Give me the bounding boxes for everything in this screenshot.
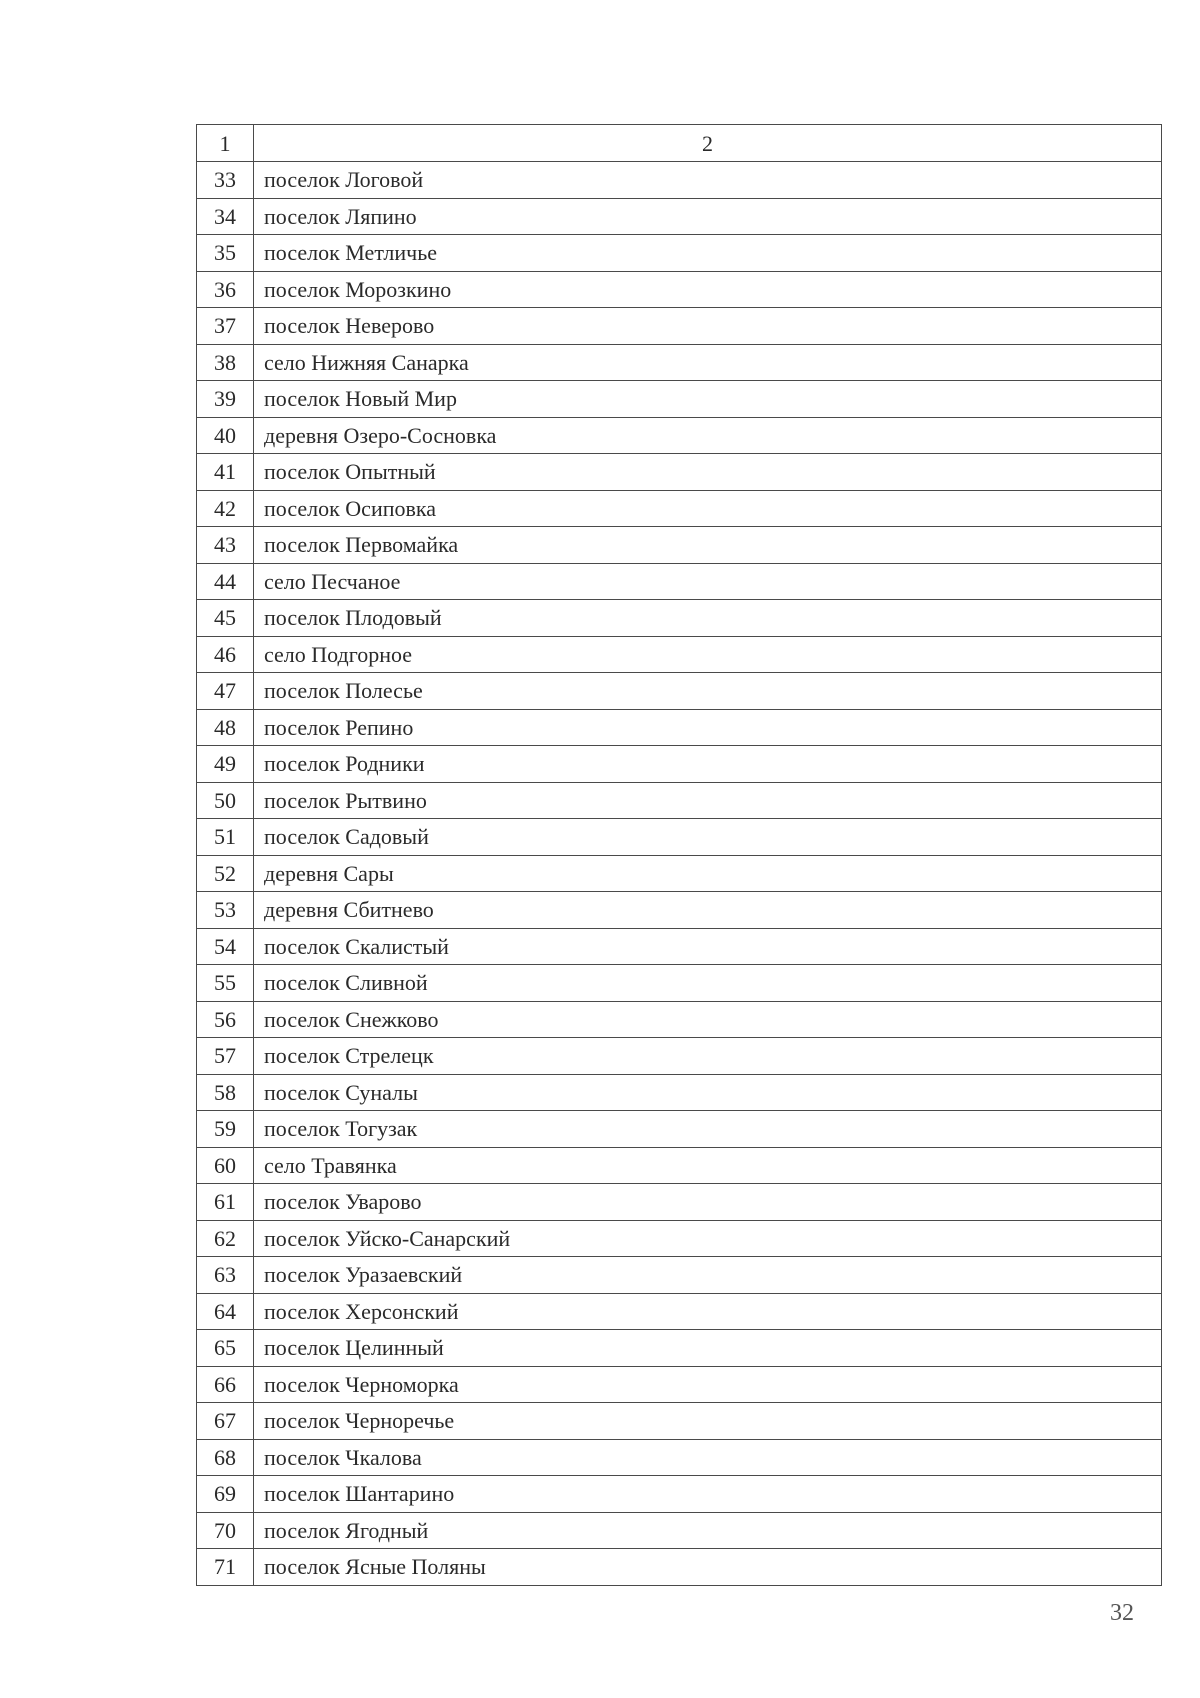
settlement-name: поселок Метличье [254,235,1162,272]
table-row [197,855,1162,892]
settlement-name: поселок Ляпино [254,198,1162,235]
page-number: 32 [1110,1600,1134,1626]
row-number: 51 [197,819,254,856]
settlement-name: поселок Целинный [254,1330,1162,1367]
settlement-name: поселок Логовой [254,162,1162,199]
settlement-name: поселок Плодовый [254,600,1162,637]
table-row [197,1038,1162,1075]
settlement-name: поселок Ясные Поляны [254,1549,1162,1586]
table-row [197,673,1162,710]
settlement-name: деревня Сбитнево [254,892,1162,929]
table-row [197,198,1162,235]
table-row [197,1403,1162,1440]
row-number: 48 [197,709,254,746]
table-row [197,344,1162,381]
row-number: 50 [197,782,254,819]
settlement-name: деревня Сары [254,855,1162,892]
row-number: 65 [197,1330,254,1367]
row-number: 54 [197,928,254,965]
table-row [197,1001,1162,1038]
settlement-name: деревня Озеро-Сосновка [254,417,1162,454]
row-number: 46 [197,636,254,673]
settlement-name: поселок Уйско-Санарский [254,1220,1162,1257]
settlement-name: поселок Новый Мир [254,381,1162,418]
row-number: 63 [197,1257,254,1294]
row-number: 33 [197,162,254,199]
row-number: 53 [197,892,254,929]
table-row [197,271,1162,308]
settlement-name: село Нижняя Санарка [254,344,1162,381]
settlement-table [196,124,1162,1586]
row-number: 40 [197,417,254,454]
row-number: 34 [197,198,254,235]
table-row [197,1184,1162,1221]
table-row [197,1220,1162,1257]
table-row [197,1074,1162,1111]
row-number: 61 [197,1184,254,1221]
settlement-table-container [196,124,1162,1586]
row-number: 44 [197,563,254,600]
row-number: 56 [197,1001,254,1038]
row-number: 49 [197,746,254,783]
settlement-name: поселок Херсонский [254,1293,1162,1330]
table-row [197,381,1162,418]
settlement-name: село Подгорное [254,636,1162,673]
row-number: 52 [197,855,254,892]
row-number: 67 [197,1403,254,1440]
settlement-name: поселок Тогузак [254,1111,1162,1148]
row-number: 70 [197,1512,254,1549]
settlement-name: поселок Шантарино [254,1476,1162,1513]
row-number: 55 [197,965,254,1002]
settlement-name: поселок Уразаевский [254,1257,1162,1294]
row-number: 60 [197,1147,254,1184]
settlement-name: поселок Снежково [254,1001,1162,1038]
row-number: 45 [197,600,254,637]
row-number: 41 [197,454,254,491]
settlement-table-body [197,125,1162,1586]
column-name-header: 2 [254,125,1162,162]
row-number: 43 [197,527,254,564]
settlement-name: поселок Первомайка [254,527,1162,564]
settlement-name: поселок Родники [254,746,1162,783]
table-row [197,600,1162,637]
row-number: 64 [197,1293,254,1330]
settlement-name: поселок Полесье [254,673,1162,710]
settlement-name: село Травянка [254,1147,1162,1184]
settlement-name: поселок Репино [254,709,1162,746]
settlement-name: поселок Осиповка [254,490,1162,527]
settlement-name: поселок Садовый [254,819,1162,856]
table-row [197,1257,1162,1294]
row-number: 42 [197,490,254,527]
table-row [197,308,1162,345]
table-row [197,819,1162,856]
settlement-name: поселок Скалистый [254,928,1162,965]
settlement-name: поселок Рытвино [254,782,1162,819]
row-number: 69 [197,1476,254,1513]
table-row [197,1330,1162,1367]
row-number: 59 [197,1111,254,1148]
settlement-name: поселок Ягодный [254,1512,1162,1549]
table-row [197,1439,1162,1476]
settlement-name: поселок Черноречье [254,1403,1162,1440]
settlement-name: поселок Сливной [254,965,1162,1002]
row-number: 58 [197,1074,254,1111]
table-row [197,709,1162,746]
table-row [197,636,1162,673]
settlement-name: поселок Неверово [254,308,1162,345]
settlement-name: поселок Черноморка [254,1366,1162,1403]
table-row [197,928,1162,965]
settlement-name: поселок Морозкино [254,271,1162,308]
table-row [197,454,1162,491]
row-number: 37 [197,308,254,345]
row-number: 35 [197,235,254,272]
table-row [197,1366,1162,1403]
settlement-name: поселок Опытный [254,454,1162,491]
row-number: 57 [197,1038,254,1075]
settlement-name: поселок Уварово [254,1184,1162,1221]
table-header-row [197,125,1162,162]
table-row [197,782,1162,819]
row-number: 62 [197,1220,254,1257]
table-row [197,1147,1162,1184]
table-row [197,1549,1162,1586]
table-row [197,235,1162,272]
row-number: 47 [197,673,254,710]
table-row [197,1476,1162,1513]
settlement-name: поселок Суналы [254,1074,1162,1111]
settlement-name: поселок Стрелецк [254,1038,1162,1075]
row-number: 71 [197,1549,254,1586]
settlement-name: село Песчаное [254,563,1162,600]
table-row [197,1512,1162,1549]
row-number: 39 [197,381,254,418]
row-number: 36 [197,271,254,308]
row-number: 38 [197,344,254,381]
table-row [197,965,1162,1002]
table-row [197,162,1162,199]
row-number: 66 [197,1366,254,1403]
table-row [197,1111,1162,1148]
table-row [197,417,1162,454]
column-number-header: 1 [197,125,254,162]
table-row [197,490,1162,527]
table-row [197,746,1162,783]
table-row [197,1293,1162,1330]
settlement-name: поселок Чкалова [254,1439,1162,1476]
table-row [197,527,1162,564]
row-number: 68 [197,1439,254,1476]
table-row [197,563,1162,600]
table-row [197,892,1162,929]
